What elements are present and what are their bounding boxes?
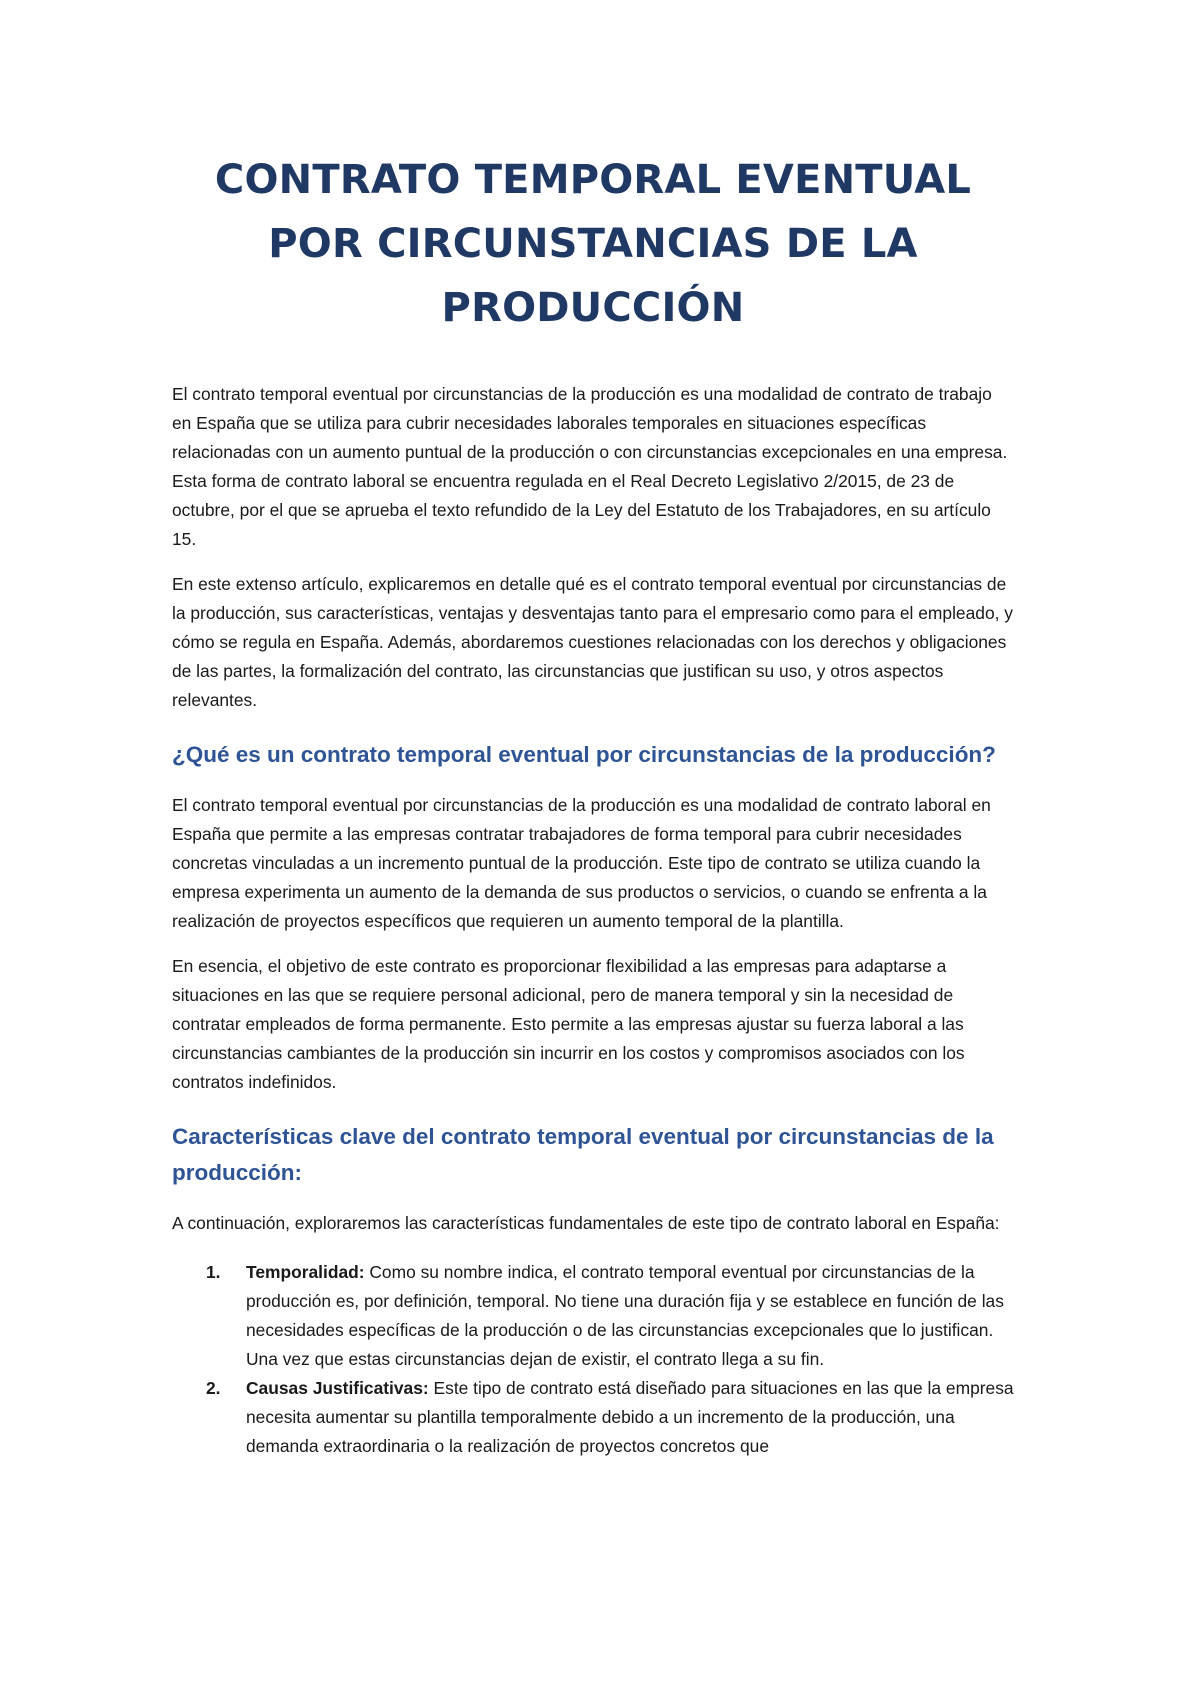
intro-paragraph-1: El contrato temporal eventual por circunstancias de la producción es una modalidad de contrato de trabajo en España que se utiliza para cubrir necesidades laborales temporales en situaciones específicas relacionadas con un aumento puntual de la producción o con circunstancias excepcionales en una empresa. Esta forma de contrato laboral se encuentra regulada en el Real Decreto Legislativo 2/2015, de 23 de octubre, por el que se aprueba el texto refundido de la Ley del Estatuto de los Trabajadores, en su artículo 15. [172, 384, 1008, 549]
list-item [206, 1258, 1014, 1374]
list-item-text: Este tipo de contrato está diseñado para situaciones en las que la empresa necesita aumentar su plantilla temporalmente debido a un incremento de la producción, una demanda extraordinaria o la realización de proyectos concretos que [246, 1378, 1014, 1456]
list-item [206, 1374, 1014, 1461]
document-title: CONTRATO TEMPORAL EVENTUAL POR CIRCUNSTANCIAS DE LA PRODUCCIÓN [214, 157, 972, 331]
section2-intro: A continuación, exploraremos las características fundamentales de este tipo de contrato laboral en España: [172, 1213, 1000, 1233]
list-item-term: Temporalidad: [246, 1262, 365, 1282]
list-item-term: Causas Justificativas: [246, 1378, 429, 1398]
section-heading-characteristics: Características clave del contrato temporal eventual por circunstancias de la producción: [172, 1124, 994, 1185]
list-item-number: 1. [206, 1262, 221, 1282]
section-heading-what-is: ¿Qué es un contrato temporal eventual por circunstancias de la producción? [172, 742, 996, 767]
list-item-text: Como su nombre indica, el contrato temporal eventual por circunstancias de la producción es, por definición, temporal. No tiene una duración fija y se establece en función de las necesidades específicas de la producción o de las circunstancias excepcionales que lo justifican. Una vez que estas circunstancias dejan de existir, el contrato llega a su fin. [246, 1262, 1004, 1369]
intro-paragraph-2: En este extenso artículo, explicaremos en detalle qué es el contrato temporal eventual por circunstancias de la producción, sus características, ventajas y desventajas tanto para el empresario como para el empleado, y cómo se regula en España. Además, abordaremos cuestiones relacionadas con los derechos y obligaciones de las partes, la formalización del contrato, las circunstancias que justifican su uso, y otros aspectos relevantes. [172, 574, 1013, 710]
list-item-number: 2. [206, 1378, 221, 1398]
section1-paragraph-1: El contrato temporal eventual por circunstancias de la producción es una modalidad de contrato laboral en España que permite a las empresas contratar trabajadores de forma temporal para cubrir necesidades concretas vinculadas a un incremento puntual de la producción. Este tipo de contrato se utiliza cuando la empresa experimenta un aumento de la demanda de sus productos o servicios, o cuando se enfrenta a la realización de proyectos específicos que requieren un aumento temporal de la plantilla. [172, 795, 991, 931]
characteristics-list [172, 1258, 1014, 1461]
section1-paragraph-2: En esencia, el objetivo de este contrato es proporcionar flexibilidad a las empresas para adaptarse a situaciones en las que se requiere personal adicional, pero de manera temporal y sin la necesidad de contratar empleados de forma permanente. Esto permite a las empresas ajustar su fuerza laboral a las circunstancias cambiantes de la producción sin incurrir en los costos y compromisos asociados con los contratos indefinidos. [172, 956, 965, 1092]
